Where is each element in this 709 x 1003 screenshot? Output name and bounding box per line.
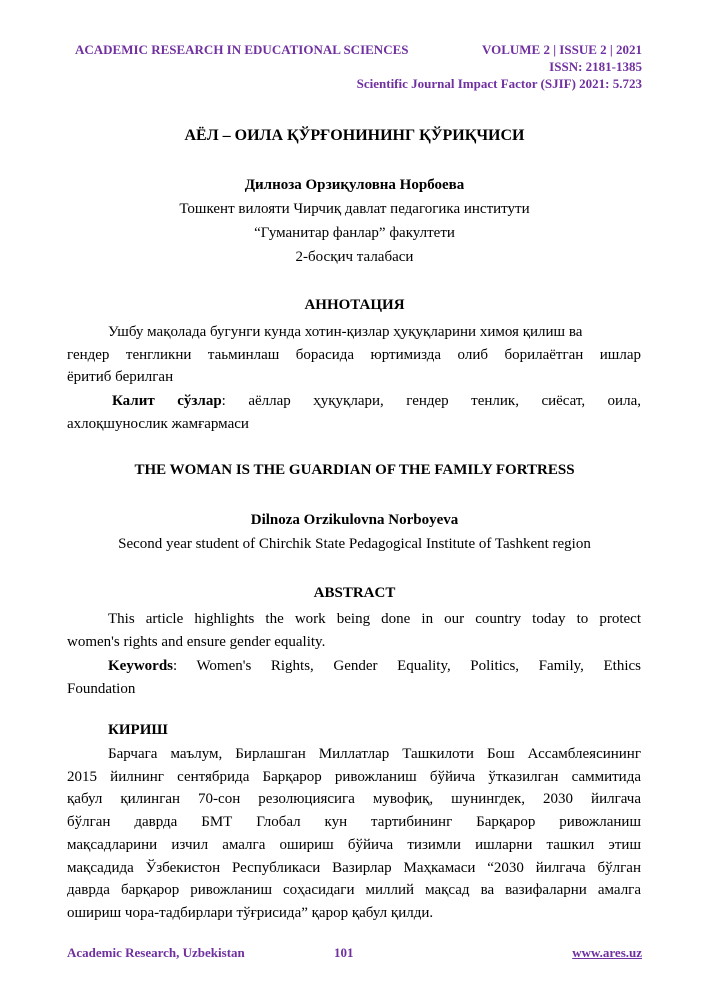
en-keywords bbox=[67, 655, 641, 700]
text-line: мақсадида Ўзбекистон Республикаси Вазирлар Маҳкамаси “2030 йилгача бўлган bbox=[67, 859, 641, 876]
text-line: бўлган даврда БМТ Глобал кун тартибининг Барқарор ривожланиш bbox=[67, 814, 641, 831]
issn: ISSN: 2181-1385 bbox=[549, 59, 642, 74]
en-affiliation: Second year student of Chirchik State Pedagogical Institute of Tashkent region bbox=[118, 536, 591, 552]
uz-keywords bbox=[67, 390, 641, 435]
text-line: Барчага маълум, Бирлашган Миллатлар Ташкилоти Бош Ассамблеясининг bbox=[108, 746, 641, 762]
uz-keywords-text: : аёллар ҳуқуқлари, гендер тенлик, сиёсат, оила, bbox=[221, 393, 641, 409]
text-line: ахлоқшунослик жамғармаси bbox=[67, 415, 249, 432]
volume-issue: VOLUME 2 | ISSUE 2 | 2021 bbox=[481, 42, 642, 57]
uz-annotation bbox=[67, 321, 641, 389]
en-author: Dilnoza Orzikulovna Norboyeva bbox=[250, 512, 459, 528]
footer-website[interactable] bbox=[572, 945, 642, 961]
uz-author: Дилноза Орзиқуловна Норбоева bbox=[244, 177, 465, 193]
uz-affiliation-1: Тошкент вилояти Чирчиқ давлат педагогика институти bbox=[179, 201, 530, 217]
en-abstract-heading: ABSTRACT bbox=[313, 585, 396, 601]
en-keywords-label: Keywords bbox=[108, 658, 173, 674]
intro-paragraph bbox=[67, 743, 641, 925]
page-number: 101 bbox=[334, 945, 354, 960]
impact-factor: Scientific Journal Impact Factor (SJIF) 2021: 5.723 bbox=[356, 76, 642, 91]
uz-keywords-label: Калит сўзлар bbox=[112, 393, 222, 409]
uz-annotation-heading: АННОТАЦИЯ bbox=[304, 297, 405, 313]
en-abstract bbox=[67, 608, 641, 653]
website-link[interactable]: www.ares.uz bbox=[572, 945, 642, 960]
text-line: 2015 йилнинг сентябрида Барқарор ривожланиш бўйича ўтказилган саммитида bbox=[67, 768, 641, 785]
journal-name: ACADEMIC RESEARCH IN EDUCATIONAL SCIENCES bbox=[75, 42, 409, 57]
text-line: даврда барқарор ривожланиш соҳасидаги миллий мақсад ва вазифаларни амалга bbox=[67, 882, 641, 899]
text-line: мақсадларини изчил амалга ошириш бўйича тизимли ишларни ташкил этиш bbox=[67, 836, 641, 853]
uz-affiliation-3: 2-босқич талабаси bbox=[295, 249, 414, 265]
intro-heading: КИРИШ bbox=[108, 722, 168, 738]
text-line: This article highlights the work being done in our country today to protect bbox=[108, 611, 641, 627]
text-line: қабул қилинган 70-сон резолюциясига мувофиқ, шунингдек, 2030 йилгача bbox=[67, 791, 641, 808]
uz-affiliation-2: “Гуманитар фанлар” факултети bbox=[254, 225, 455, 241]
en-keywords-text: : Women's Rights, Gender Equality, Politics, Family, Ethics bbox=[173, 658, 641, 674]
text-line: гендер тенгликни таьминлаш борасида юртимизда олиб борилаётган ишлар bbox=[67, 346, 641, 363]
text-line: ошириш чора-тадбирлари тўғрисида” қарор қабул қилди. bbox=[67, 904, 434, 921]
text-line bbox=[67, 655, 641, 678]
text-line: ёритиб берилган bbox=[67, 369, 174, 386]
text-line: Foundation bbox=[67, 680, 136, 697]
en-title: THE WOMAN IS THE GUARDIAN OF THE FAMILY FORTRESS bbox=[134, 462, 575, 478]
uz-title: АЁЛ – ОИЛА ҚЎРҒОНИНИНГ ҚЎРИҚЧИСИ bbox=[184, 127, 525, 144]
text-line: Ушбу мақолада бугунги кунда хотин-қизлар ҳуқуқларини химоя қилиш ва bbox=[108, 324, 583, 340]
text-line: women's rights and ensure gender equality. bbox=[67, 633, 326, 650]
footer-publisher: Academic Research, Uzbekistan bbox=[67, 945, 245, 960]
text-line bbox=[67, 390, 641, 413]
